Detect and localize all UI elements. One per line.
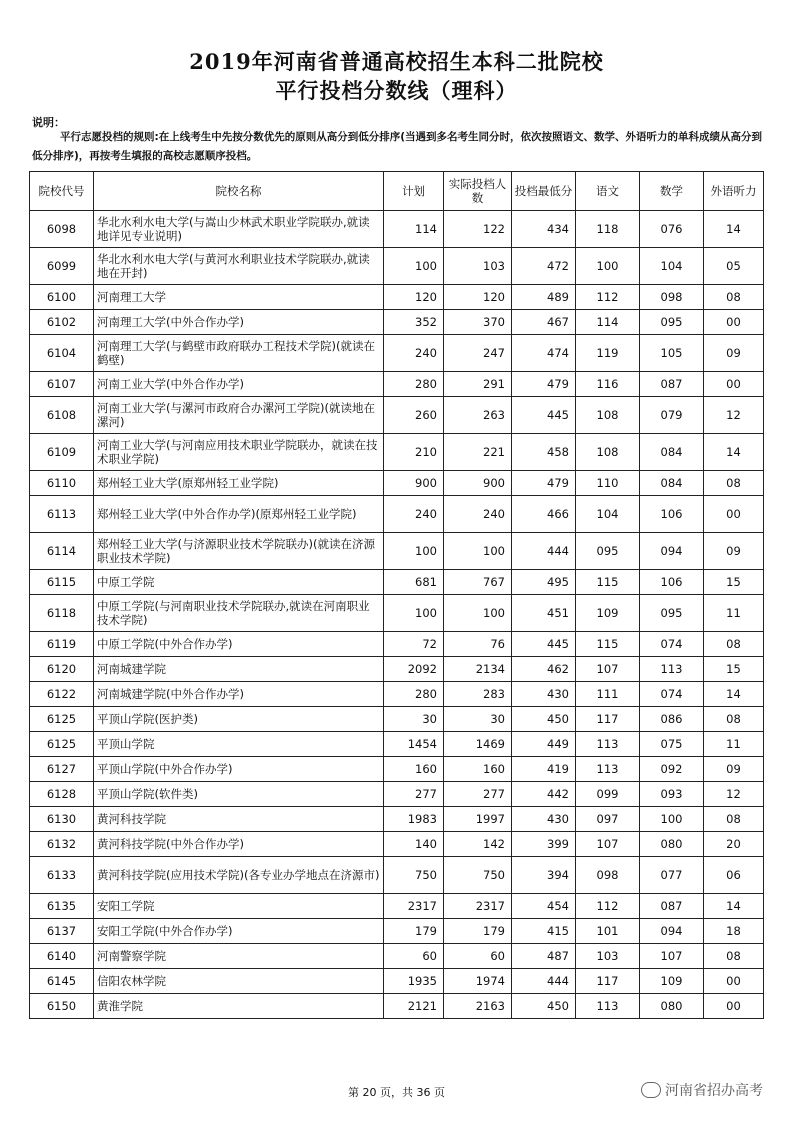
listening-cell: 14 bbox=[704, 894, 764, 919]
actual-count-cell: 370 bbox=[444, 310, 512, 335]
listening-cell: 15 bbox=[704, 570, 764, 595]
min-score-cell: 489 bbox=[512, 285, 576, 310]
listening-cell: 08 bbox=[704, 944, 764, 969]
school-name-cell: 平顶山学院(中外合作办学) bbox=[94, 757, 384, 782]
school-code-cell: 6098 bbox=[30, 211, 94, 248]
math-cell: 105 bbox=[640, 335, 704, 372]
table-row bbox=[30, 944, 764, 969]
school-name-cell: 平顶山学院(医护类) bbox=[94, 707, 384, 732]
table-row bbox=[30, 310, 764, 335]
min-score-cell: 444 bbox=[512, 533, 576, 570]
column-header: 实际投档人数 bbox=[444, 172, 512, 211]
plan-cell: 681 bbox=[384, 570, 444, 595]
actual-count-cell: 60 bbox=[444, 944, 512, 969]
school-code-cell: 6114 bbox=[30, 533, 94, 570]
chinese-cell: 112 bbox=[576, 285, 640, 310]
plan-cell: 240 bbox=[384, 496, 444, 533]
table-row bbox=[30, 969, 764, 994]
plan-cell: 280 bbox=[384, 372, 444, 397]
chinese-cell: 098 bbox=[576, 857, 640, 894]
school-code-cell: 6133 bbox=[30, 857, 94, 894]
table-row bbox=[30, 471, 764, 496]
listening-cell: 00 bbox=[704, 496, 764, 533]
math-cell: 100 bbox=[640, 807, 704, 832]
actual-count-cell: 291 bbox=[444, 372, 512, 397]
min-score-cell: 445 bbox=[512, 397, 576, 434]
math-cell: 075 bbox=[640, 732, 704, 757]
school-name-cell: 黄河科技学院(中外合作办学) bbox=[94, 832, 384, 857]
school-code-cell: 6150 bbox=[30, 994, 94, 1019]
school-name-cell: 安阳工学院 bbox=[94, 894, 384, 919]
school-code-cell: 6102 bbox=[30, 310, 94, 335]
listening-cell: 11 bbox=[704, 595, 764, 632]
school-name-cell: 河南城建学院(中外合作办学) bbox=[94, 682, 384, 707]
plan-cell: 280 bbox=[384, 682, 444, 707]
note-text: 平行志愿投档的规则:在上线考生中先按分数优先的原则从高分到低分排序(当遇到多名考生同分时，依次按照语文、数学、外语听力的单科成绩从高分到低分排序)，再按考生填报的高校志愿顺序投档。 bbox=[32, 131, 762, 162]
table-row bbox=[30, 919, 764, 944]
listening-cell: 20 bbox=[704, 832, 764, 857]
table-row bbox=[30, 595, 764, 632]
table-row bbox=[30, 285, 764, 310]
chinese-cell: 108 bbox=[576, 397, 640, 434]
school-code-cell: 6145 bbox=[30, 969, 94, 994]
table-row bbox=[30, 496, 764, 533]
school-code-cell: 6135 bbox=[30, 894, 94, 919]
chinese-cell: 099 bbox=[576, 782, 640, 807]
listening-cell: 14 bbox=[704, 434, 764, 471]
math-cell: 094 bbox=[640, 919, 704, 944]
chinese-cell: 112 bbox=[576, 894, 640, 919]
math-cell: 106 bbox=[640, 570, 704, 595]
table-header-row bbox=[30, 172, 764, 211]
listening-cell: 11 bbox=[704, 732, 764, 757]
table-row bbox=[30, 397, 764, 434]
plan-cell: 210 bbox=[384, 434, 444, 471]
school-code-cell: 6122 bbox=[30, 682, 94, 707]
math-cell: 084 bbox=[640, 434, 704, 471]
plan-cell: 1983 bbox=[384, 807, 444, 832]
school-code-cell: 6132 bbox=[30, 832, 94, 857]
school-code-cell: 6127 bbox=[30, 757, 94, 782]
page-number: 第 20 页，共 36 页 bbox=[348, 1086, 445, 1099]
school-code-cell: 6128 bbox=[30, 782, 94, 807]
score-table bbox=[29, 171, 764, 1019]
chinese-cell: 116 bbox=[576, 372, 640, 397]
column-header: 院校代号 bbox=[30, 172, 94, 211]
chinese-cell: 110 bbox=[576, 471, 640, 496]
table-row bbox=[30, 707, 764, 732]
school-code-cell: 6109 bbox=[30, 434, 94, 471]
table-row bbox=[30, 632, 764, 657]
plan-cell: 750 bbox=[384, 857, 444, 894]
min-score-cell: 430 bbox=[512, 682, 576, 707]
school-name-cell: 河南工业大学(与河南应用技术职业学院联办，就读在技术职业学院) bbox=[94, 434, 384, 471]
listening-cell: 18 bbox=[704, 919, 764, 944]
actual-count-cell: 160 bbox=[444, 757, 512, 782]
min-score-cell: 450 bbox=[512, 707, 576, 732]
math-cell: 084 bbox=[640, 471, 704, 496]
table-row bbox=[30, 657, 764, 682]
school-code-cell: 6107 bbox=[30, 372, 94, 397]
chinese-cell: 104 bbox=[576, 496, 640, 533]
listening-cell: 08 bbox=[704, 807, 764, 832]
plan-cell: 100 bbox=[384, 533, 444, 570]
chinese-cell: 113 bbox=[576, 757, 640, 782]
actual-count-cell: 1469 bbox=[444, 732, 512, 757]
chinese-cell: 118 bbox=[576, 211, 640, 248]
math-cell: 098 bbox=[640, 285, 704, 310]
actual-count-cell: 1974 bbox=[444, 969, 512, 994]
note-label: 说明： bbox=[32, 116, 65, 129]
school-code-cell: 6110 bbox=[30, 471, 94, 496]
score-table-container bbox=[29, 171, 763, 1019]
listening-cell: 14 bbox=[704, 682, 764, 707]
table-row bbox=[30, 335, 764, 372]
min-score-cell: 454 bbox=[512, 894, 576, 919]
math-cell: 109 bbox=[640, 969, 704, 994]
school-name-cell: 信阳农林学院 bbox=[94, 969, 384, 994]
listening-cell: 06 bbox=[704, 857, 764, 894]
math-cell: 076 bbox=[640, 211, 704, 248]
actual-count-cell: 2134 bbox=[444, 657, 512, 682]
math-cell: 093 bbox=[640, 782, 704, 807]
chinese-cell: 108 bbox=[576, 434, 640, 471]
chinese-cell: 113 bbox=[576, 732, 640, 757]
chinese-cell: 119 bbox=[576, 335, 640, 372]
min-score-cell: 415 bbox=[512, 919, 576, 944]
min-score-cell: 462 bbox=[512, 657, 576, 682]
actual-count-cell: 247 bbox=[444, 335, 512, 372]
actual-count-cell: 100 bbox=[444, 595, 512, 632]
column-header: 投档最低分 bbox=[512, 172, 576, 211]
min-score-cell: 394 bbox=[512, 857, 576, 894]
table-row bbox=[30, 211, 764, 248]
school-name-cell: 河南警察学院 bbox=[94, 944, 384, 969]
column-header: 语文 bbox=[576, 172, 640, 211]
plan-cell: 2092 bbox=[384, 657, 444, 682]
math-cell: 092 bbox=[640, 757, 704, 782]
chinese-cell: 095 bbox=[576, 533, 640, 570]
plan-cell: 100 bbox=[384, 248, 444, 285]
school-name-cell: 中原工学院(与河南职业技术学院联办,就读在河南职业技术学院) bbox=[94, 595, 384, 632]
table-row bbox=[30, 570, 764, 595]
wechat-watermark bbox=[641, 1080, 763, 1100]
math-cell: 087 bbox=[640, 372, 704, 397]
school-name-cell: 郑州轻工业大学(原郑州轻工业学院) bbox=[94, 471, 384, 496]
column-header: 计划 bbox=[384, 172, 444, 211]
min-score-cell: 472 bbox=[512, 248, 576, 285]
listening-cell: 00 bbox=[704, 372, 764, 397]
table-row bbox=[30, 782, 764, 807]
school-name-cell: 平顶山学院 bbox=[94, 732, 384, 757]
listening-cell: 14 bbox=[704, 211, 764, 248]
actual-count-cell: 2317 bbox=[444, 894, 512, 919]
chinese-cell: 101 bbox=[576, 919, 640, 944]
plan-cell: 352 bbox=[384, 310, 444, 335]
min-score-cell: 467 bbox=[512, 310, 576, 335]
math-cell: 080 bbox=[640, 994, 704, 1019]
school-code-cell: 6115 bbox=[30, 570, 94, 595]
page-title: 2019年河南省普通高校招生本科二批院校 bbox=[189, 49, 604, 74]
actual-count-cell: 103 bbox=[444, 248, 512, 285]
min-score-cell: 487 bbox=[512, 944, 576, 969]
actual-count-cell: 2163 bbox=[444, 994, 512, 1019]
listening-cell: 09 bbox=[704, 533, 764, 570]
chinese-cell: 103 bbox=[576, 944, 640, 969]
chinese-cell: 115 bbox=[576, 570, 640, 595]
school-code-cell: 6100 bbox=[30, 285, 94, 310]
math-cell: 107 bbox=[640, 944, 704, 969]
min-score-cell: 449 bbox=[512, 732, 576, 757]
actual-count-cell: 900 bbox=[444, 471, 512, 496]
min-score-cell: 466 bbox=[512, 496, 576, 533]
listening-cell: 12 bbox=[704, 397, 764, 434]
math-cell: 095 bbox=[640, 310, 704, 335]
page-subtitle: 平行投档分数线（理科） bbox=[275, 78, 518, 103]
wechat-icon bbox=[641, 1082, 661, 1098]
chinese-cell: 100 bbox=[576, 248, 640, 285]
actual-count-cell: 76 bbox=[444, 632, 512, 657]
table-row bbox=[30, 757, 764, 782]
actual-count-cell: 179 bbox=[444, 919, 512, 944]
school-name-cell: 华北水利水电大学(与黄河水利职业技术学院联办,就读地在开封) bbox=[94, 248, 384, 285]
school-code-cell: 6137 bbox=[30, 919, 94, 944]
chinese-cell: 109 bbox=[576, 595, 640, 632]
school-name-cell: 河南工业大学(与漯河市政府合办漯河工学院)(就读地在漯河) bbox=[94, 397, 384, 434]
school-name-cell: 中原工学院(中外合作办学) bbox=[94, 632, 384, 657]
table-row bbox=[30, 894, 764, 919]
chinese-cell: 115 bbox=[576, 632, 640, 657]
school-name-cell: 安阳工学院(中外合作办学) bbox=[94, 919, 384, 944]
table-row bbox=[30, 857, 764, 894]
school-name-cell: 河南理工大学 bbox=[94, 285, 384, 310]
table-row bbox=[30, 732, 764, 757]
school-name-cell: 郑州轻工业大学(与济源职业技术学院联办)(就读在济源职业技术学院) bbox=[94, 533, 384, 570]
table-row bbox=[30, 533, 764, 570]
plan-cell: 2317 bbox=[384, 894, 444, 919]
table-row bbox=[30, 832, 764, 857]
school-code-cell: 6125 bbox=[30, 707, 94, 732]
school-name-cell: 河南理工大学(与鹤壁市政府联办工程技术学院)(就读在鹤壁) bbox=[94, 335, 384, 372]
column-header: 外语听力 bbox=[704, 172, 764, 211]
math-cell: 086 bbox=[640, 707, 704, 732]
school-name-cell: 中原工学院 bbox=[94, 570, 384, 595]
min-score-cell: 458 bbox=[512, 434, 576, 471]
school-code-cell: 6125 bbox=[30, 732, 94, 757]
plan-cell: 114 bbox=[384, 211, 444, 248]
school-name-cell: 黄河科技学院 bbox=[94, 807, 384, 832]
listening-cell: 08 bbox=[704, 471, 764, 496]
school-name-cell: 河南城建学院 bbox=[94, 657, 384, 682]
school-code-cell: 6108 bbox=[30, 397, 94, 434]
min-score-cell: 479 bbox=[512, 372, 576, 397]
table-row bbox=[30, 682, 764, 707]
math-cell: 079 bbox=[640, 397, 704, 434]
column-header: 院校名称 bbox=[94, 172, 384, 211]
school-name-cell: 黄河科技学院(应用技术学院)(各专业办学地点在济源市) bbox=[94, 857, 384, 894]
min-score-cell: 419 bbox=[512, 757, 576, 782]
listening-cell: 00 bbox=[704, 310, 764, 335]
table-row bbox=[30, 807, 764, 832]
chinese-cell: 113 bbox=[576, 994, 640, 1019]
min-score-cell: 450 bbox=[512, 994, 576, 1019]
plan-cell: 30 bbox=[384, 707, 444, 732]
listening-cell: 15 bbox=[704, 657, 764, 682]
table-row bbox=[30, 994, 764, 1019]
actual-count-cell: 767 bbox=[444, 570, 512, 595]
listening-cell: 08 bbox=[704, 285, 764, 310]
actual-count-cell: 100 bbox=[444, 533, 512, 570]
school-code-cell: 6113 bbox=[30, 496, 94, 533]
actual-count-cell: 240 bbox=[444, 496, 512, 533]
plan-cell: 277 bbox=[384, 782, 444, 807]
school-code-cell: 6104 bbox=[30, 335, 94, 372]
listening-cell: 12 bbox=[704, 782, 764, 807]
watermark-text: 河南省招办高考 bbox=[665, 1083, 763, 1099]
math-cell: 094 bbox=[640, 533, 704, 570]
math-cell: 106 bbox=[640, 496, 704, 533]
school-code-cell: 6140 bbox=[30, 944, 94, 969]
actual-count-cell: 283 bbox=[444, 682, 512, 707]
min-score-cell: 434 bbox=[512, 211, 576, 248]
plan-cell: 120 bbox=[384, 285, 444, 310]
listening-cell: 08 bbox=[704, 707, 764, 732]
min-score-cell: 479 bbox=[512, 471, 576, 496]
math-cell: 113 bbox=[640, 657, 704, 682]
school-name-cell: 郑州轻工业大学(中外合作办学)(原郑州轻工业学院) bbox=[94, 496, 384, 533]
plan-cell: 160 bbox=[384, 757, 444, 782]
actual-count-cell: 750 bbox=[444, 857, 512, 894]
math-cell: 095 bbox=[640, 595, 704, 632]
min-score-cell: 399 bbox=[512, 832, 576, 857]
plan-cell: 100 bbox=[384, 595, 444, 632]
listening-cell: 00 bbox=[704, 969, 764, 994]
min-score-cell: 430 bbox=[512, 807, 576, 832]
actual-count-cell: 221 bbox=[444, 434, 512, 471]
table-row bbox=[30, 248, 764, 285]
listening-cell: 08 bbox=[704, 632, 764, 657]
school-code-cell: 6118 bbox=[30, 595, 94, 632]
listening-cell: 09 bbox=[704, 757, 764, 782]
math-cell: 077 bbox=[640, 857, 704, 894]
plan-cell: 2121 bbox=[384, 994, 444, 1019]
chinese-cell: 111 bbox=[576, 682, 640, 707]
plan-cell: 260 bbox=[384, 397, 444, 434]
chinese-cell: 114 bbox=[576, 310, 640, 335]
column-header: 数学 bbox=[640, 172, 704, 211]
min-score-cell: 451 bbox=[512, 595, 576, 632]
min-score-cell: 442 bbox=[512, 782, 576, 807]
actual-count-cell: 30 bbox=[444, 707, 512, 732]
school-code-cell: 6130 bbox=[30, 807, 94, 832]
plan-cell: 900 bbox=[384, 471, 444, 496]
table-row bbox=[30, 372, 764, 397]
actual-count-cell: 277 bbox=[444, 782, 512, 807]
min-score-cell: 495 bbox=[512, 570, 576, 595]
plan-cell: 179 bbox=[384, 919, 444, 944]
school-name-cell: 平顶山学院(软件类) bbox=[94, 782, 384, 807]
min-score-cell: 474 bbox=[512, 335, 576, 372]
plan-cell: 240 bbox=[384, 335, 444, 372]
chinese-cell: 107 bbox=[576, 832, 640, 857]
actual-count-cell: 142 bbox=[444, 832, 512, 857]
math-cell: 080 bbox=[640, 832, 704, 857]
chinese-cell: 097 bbox=[576, 807, 640, 832]
actual-count-cell: 263 bbox=[444, 397, 512, 434]
school-code-cell: 6119 bbox=[30, 632, 94, 657]
chinese-cell: 117 bbox=[576, 707, 640, 732]
listening-cell: 09 bbox=[704, 335, 764, 372]
actual-count-cell: 1997 bbox=[444, 807, 512, 832]
school-name-cell: 华北水利水电大学(与嵩山少林武术职业学院联办,就读地详见专业说明) bbox=[94, 211, 384, 248]
plan-cell: 140 bbox=[384, 832, 444, 857]
math-cell: 104 bbox=[640, 248, 704, 285]
math-cell: 074 bbox=[640, 632, 704, 657]
chinese-cell: 107 bbox=[576, 657, 640, 682]
actual-count-cell: 122 bbox=[444, 211, 512, 248]
chinese-cell: 117 bbox=[576, 969, 640, 994]
min-score-cell: 444 bbox=[512, 969, 576, 994]
plan-cell: 1454 bbox=[384, 732, 444, 757]
math-cell: 074 bbox=[640, 682, 704, 707]
plan-cell: 1935 bbox=[384, 969, 444, 994]
min-score-cell: 445 bbox=[512, 632, 576, 657]
school-name-cell: 河南理工大学(中外合作办学) bbox=[94, 310, 384, 335]
listening-cell: 05 bbox=[704, 248, 764, 285]
table-row bbox=[30, 434, 764, 471]
school-name-cell: 黄淮学院 bbox=[94, 994, 384, 1019]
listening-cell: 00 bbox=[704, 994, 764, 1019]
actual-count-cell: 120 bbox=[444, 285, 512, 310]
plan-cell: 60 bbox=[384, 944, 444, 969]
math-cell: 087 bbox=[640, 894, 704, 919]
school-code-cell: 6099 bbox=[30, 248, 94, 285]
school-code-cell: 6120 bbox=[30, 657, 94, 682]
plan-cell: 72 bbox=[384, 632, 444, 657]
school-name-cell: 河南工业大学(中外合作办学) bbox=[94, 372, 384, 397]
